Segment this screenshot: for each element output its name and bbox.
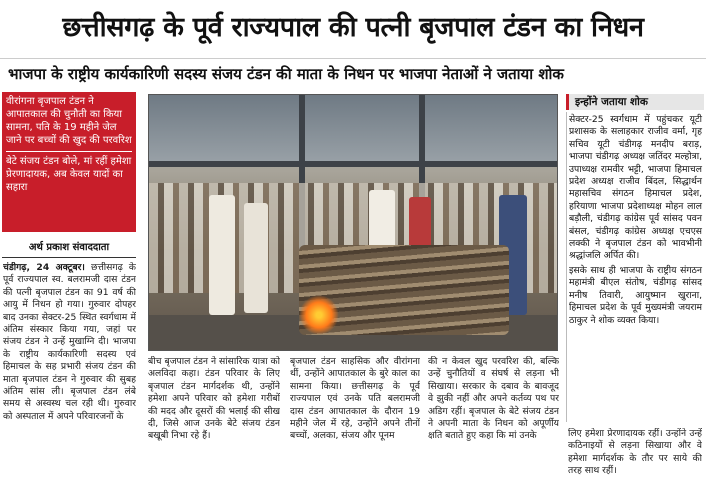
article-column-4: की न केवल खुद परवरिश की, बल्कि उन्हें चुनौतियों व संघर्ष से लड़ना भी सिखाया। सरकार के दबाव के बावजूद वे झुकी नहीं और अपने कर्तव्य पथ पर अडिग रहीं। बृजपाल के बेटे संजय टंडन ने अपनी माता के निधन को अपूर्णीय क्षति बताते हुए कहा कि मां उनके bbox=[428, 356, 559, 442]
byline: अर्थ प्रकाश संवाददाता bbox=[2, 238, 136, 258]
photo-person bbox=[209, 195, 235, 315]
cremation-photo bbox=[148, 94, 558, 351]
subhead: भाजपा के राष्ट्रीय कार्यकारिणी सदस्य संजय टंडन की माता के निधन पर भाजपा नेताओं ने जताया शोक bbox=[8, 65, 564, 83]
article-column-5: लिए हमेशा प्रेरणादायक रहीं। उन्होंने उन्हें कठिनाइयों से लड़ना सिखाया और वे हमेशा मार्गदर्शक के तौर पर साये की तरह साथ रहीं। bbox=[568, 428, 702, 477]
article-column-3: बृजपाल टंडन साहसिक और वीरांगना थीं, उन्होंने आपातकाल के बुरे काल का सामना किया। छत्तीसगढ़ के पूर्व राज्यपाल एवं उनके पति बलरामजी दास टंडन आपातकाल के दौरान 19 महीने जेल में रहे, उन्होंने अपने तीनों बच्चों, अलका, संजय और पूनम bbox=[290, 356, 420, 442]
condolence-title: इन्होंने जताया शोक bbox=[566, 94, 704, 110]
condolence-text-1: सेक्टर-25 स्वर्गधाम में पहुंचकर यूटी प्रशासक के सलाहकार राजीव वर्मा, गृह सचिव यूटी चंडीगढ़ मनदीप बराड़, भाजपा चंडीगढ़ अध्यक्ष जतिंदर मल्होत्रा, उपाध्यक्ष रामवीर भट्टी, भाजपा हिमाचल प्रदेश अध्यक्ष राजीव बिंदल, सिद्धार्थन महासचिव संगठन हिमाचल प्रदेश, हरियाणा भाजपा प्रदेशाध्यक्ष मोहन लाल बड़ौली, चंडीगढ़ कांग्रेस पूर्व सांसद पवन बंसल, चंडीगढ़ कांग्रेस अध्यक्ष एचएस लक्की ने बृजपाल टंडन को भावभीनी श्रद्धांजलि अर्पित की। bbox=[569, 114, 702, 262]
photo-fire bbox=[299, 295, 339, 335]
condolence-text-2: इसके साथ ही भाजपा के राष्ट्रीय संगठन महामंत्री बीएल संतोष, चंडीगढ़ सांसद मनीष तिवारी, आयुष्मान खुराना, हिमाचल प्रदेश के पूर्व मुख्यमंत्री जयराम ठाकुर ने शोक व्यक्त किया। bbox=[569, 264, 702, 326]
article-text-1: छत्तीसगढ़ के पूर्व राज्यपाल स्व. बलरामजी दास टंडन की पत्नी बृजपाल टंडन का 91 वर्ष की आयु में निधन हो गया। गुरुवार दोपहर बाद उनका सेक्टर-25 स्थित स्वर्गधाम में अंतिम संस्कार किया गया, जहां पर संजय टंडन ने उन्हें मुखाग्नि दी। भाजपा के राष्ट्रीय कार्यकारिणी सदस्य एवं हिमाचल के सह प्रभारी संजय टंडन की माता बृजपाल टंडन ने गुरुवार की सुबह अंतिम सांस ली। बृजपाल टंडन लंबे समय से अस्वस्थ चल रही थी। गुरुवार को अस्पताल में अपने परिवारजनों के bbox=[3, 262, 136, 422]
condolence-panel bbox=[566, 112, 704, 422]
highlight-divider bbox=[6, 151, 132, 152]
subhead-bar bbox=[0, 58, 706, 88]
headline: छत्तीसगढ़ के पूर्व राज्यपाल की पत्नी बृजपाल टंडन का निधन bbox=[0, 0, 706, 56]
dateline: चंडीगढ़, 24 अक्टूबर। bbox=[3, 262, 85, 273]
article-column-1 bbox=[3, 262, 136, 486]
photo-person bbox=[244, 203, 268, 313]
article-column-2: बीच बृजपाल टंडन ने सांसारिक यात्रा को अलविदा कहा। टंडन परिवार के लिए बृजपाल टंडन मार्गदर्शक थी, उन्होंने हमेशा अपने परिवार को हमेशा गरीबों की मदद और दूसरों की भलाई की सीख दी, जिसे आज उनके बेटे संजय टंडन बखूबी निभा रहे हैं। bbox=[148, 356, 280, 442]
highlight-text-2: बेटे संजय टंडन बोले, मां रहीं हमेशा प्रेरणादायक, अब केवल यादों का सहारा bbox=[6, 156, 132, 193]
highlight-text-1: वीरांगना बृजपाल टंडन ने आपातकाल की चुनौती का किया सामना, पति के 19 महीने जेल जाने पर बच्चों की खुद की परवरिश bbox=[6, 96, 132, 146]
photo-beam bbox=[149, 161, 558, 167]
photo-roof bbox=[149, 95, 558, 165]
highlight-box bbox=[2, 92, 136, 232]
